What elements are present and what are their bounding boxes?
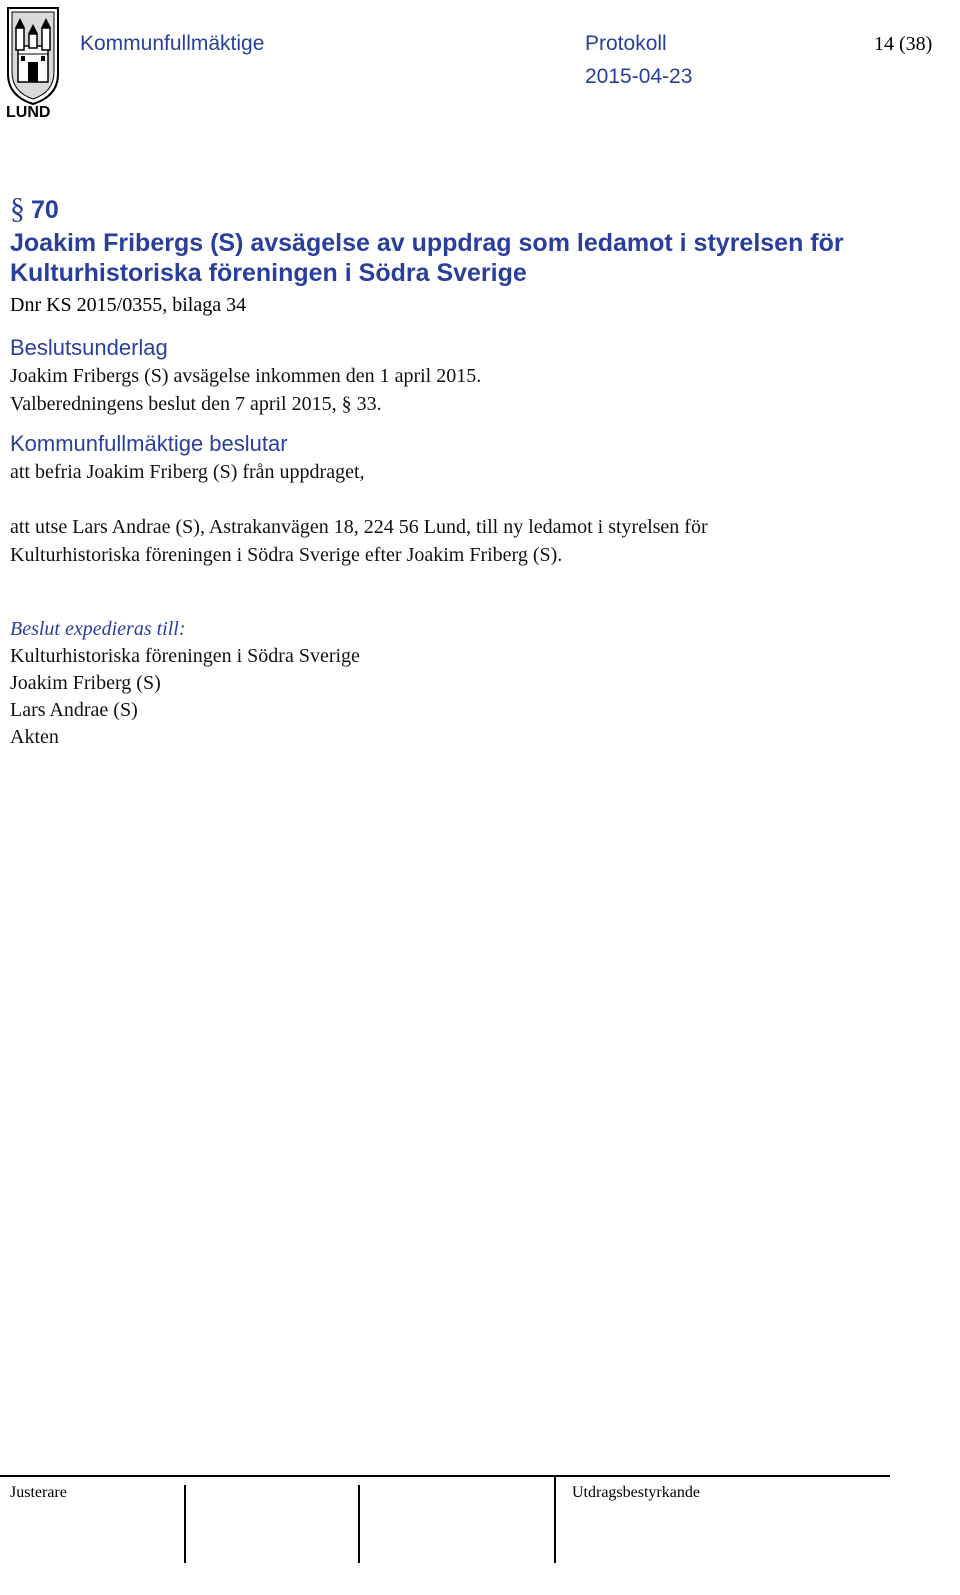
recipient-item: Akten (10, 726, 59, 748)
recipient-item: Kulturhistoriska föreningen i Södra Sverige (10, 645, 360, 667)
justerare-label: Justerare (10, 1484, 67, 1501)
signature-box-divider (184, 1485, 186, 1563)
underlag-line-1: Joakim Fribergs (S) avsägelse inkommen den 1 april 2015. (10, 365, 482, 387)
decision-paragraph-2-line-2: Kulturhistoriska föreningen i Södra Sverige efter Joakim Friberg (S). (10, 544, 563, 566)
item-title (10, 228, 940, 288)
expedieras-heading: Beslut expedieras till: (10, 618, 186, 640)
decision-paragraph-2-line-1: att utse Lars Andrae (S), Astrakanvägen 18, 224 56 Lund, till ny ledamot i styrelsen för (10, 516, 708, 538)
header-page-number: 14 (38) (874, 33, 933, 55)
recipient-item: Joakim Friberg (S) (10, 672, 161, 694)
item-title-line-2: Kulturhistoriska föreningen i Södra Sverige (10, 259, 527, 287)
signature-box-divider (358, 1485, 360, 1563)
signature-box-divider (554, 1475, 556, 1563)
underlag-line-2: Valberedningens beslut den 7 april 2015, § 33. (10, 393, 382, 415)
header-body-name: Kommunfullmäktige (80, 32, 265, 55)
protocol-item (10, 192, 940, 751)
header-doc-type: Protokoll (585, 32, 667, 55)
item-title-line-1: Joakim Fribergs (S) avsägelse av uppdrag som ledamot i styrelsen för (10, 229, 844, 257)
paragraph-sign: § (10, 192, 25, 225)
item-number-row (10, 192, 940, 226)
footer-top-rule (0, 1475, 890, 1477)
recipient-item: Lars Andrae (S) (10, 699, 138, 721)
utdragsbestyrkande-label: Utdragsbestyrkande (572, 1484, 700, 1501)
signature-footer (0, 1475, 890, 1575)
decision-paragraph-1: att befria Joakim Friberg (S) från uppdraget, (10, 461, 365, 483)
dnr-reference: Dnr KS 2015/0355, bilaga 34 (10, 294, 247, 316)
logo-text: LUND (6, 104, 51, 121)
decision-heading: Kommunfullmäktige beslutar (10, 431, 288, 456)
lund-logo (4, 4, 62, 122)
item-number: 70 (31, 196, 59, 224)
header-date: 2015-04-23 (585, 65, 693, 88)
underlag-heading: Beslutsunderlag (10, 335, 168, 360)
